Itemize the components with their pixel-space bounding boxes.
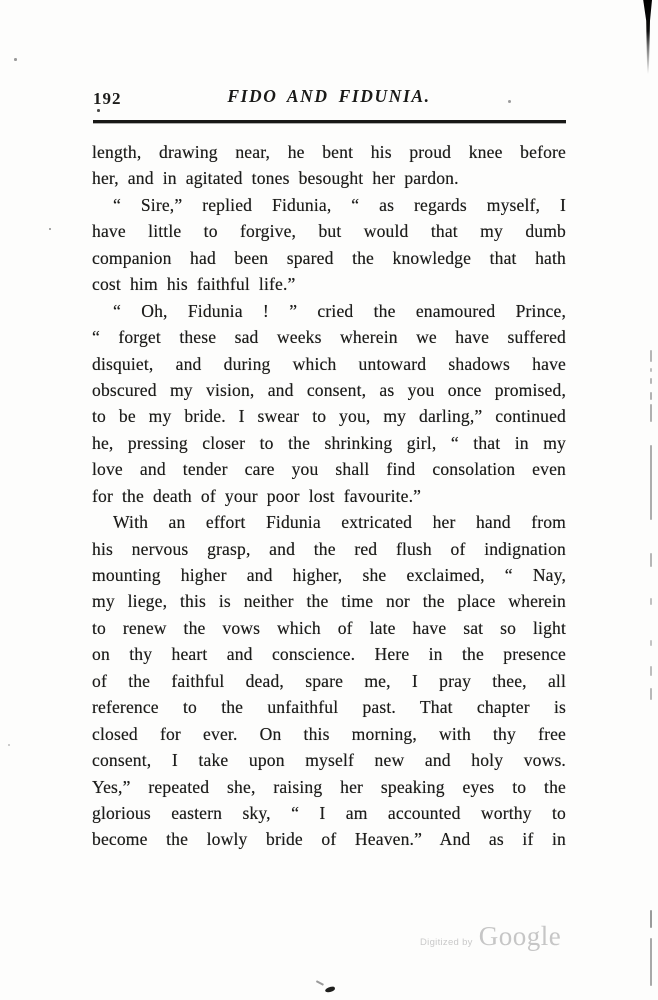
scan-artifact-bottom xyxy=(316,980,324,985)
scan-edge-dash xyxy=(650,910,652,928)
text-line: mounting higher and higher, she exclaimed, “ Nay, xyxy=(92,565,566,585)
scan-artifact-top-right xyxy=(642,0,652,74)
scan-edge-dash xyxy=(650,640,652,646)
scan-speck xyxy=(49,228,51,230)
text-line: for the death of your poor lost favourite.” xyxy=(92,485,422,506)
text-line: love and tender care you shall find consolation even xyxy=(92,459,566,480)
scan-edge-dash xyxy=(650,598,652,605)
text-line: her, and in agitated tones besought her pardon. xyxy=(92,168,459,189)
scan-edge-dash xyxy=(650,404,652,422)
text-line: closed for ever. On this morning, with thy free xyxy=(92,723,566,744)
scan-edge-dash xyxy=(650,378,652,384)
text-line: companion had been spared the knowledge that hath xyxy=(92,247,566,268)
text-line: disquiet, and during which untoward shadows have xyxy=(92,353,566,374)
page-body xyxy=(92,139,566,853)
scan-speck xyxy=(508,100,511,103)
header-rule xyxy=(93,120,566,123)
scan-edge-dash xyxy=(650,553,652,567)
text-line: on thy heart and conscience. Here in the presence xyxy=(92,644,566,665)
text-line: obscured my vision, and consent, as you once promised, xyxy=(92,379,566,400)
scan-artifact-bottom xyxy=(325,986,336,993)
text-line: Yes,” repeated she, raising her speaking eyes to the xyxy=(92,776,566,797)
scan-edge-dash xyxy=(650,368,652,372)
text-line: cost him his faithful life.” xyxy=(92,274,296,295)
text-line: “ Oh, Fidunia ! ” cried the enamoured Prince, xyxy=(113,300,566,321)
text-line: his nervous grasp, and the red flush of indignation xyxy=(92,538,566,559)
text-line: my liege, this is neither the time nor the place wherein xyxy=(92,591,566,612)
text-line: glorious eastern sky, “ I am accounted worthy to xyxy=(92,802,566,823)
text-line: have little to forgive, but would that my dumb xyxy=(92,221,566,242)
text-line: to be my bride. I swear to you, my darling,” continued xyxy=(92,406,566,427)
text-line: to renew the vows which of late have sat so light xyxy=(92,617,566,638)
text-line: With an effort Fidunia extricated her hand from xyxy=(113,512,566,533)
scan-edge-dash xyxy=(650,666,652,676)
scan-edge-dash xyxy=(650,392,652,400)
text-line: reference to the unfaithful past. That chapter is xyxy=(92,697,566,718)
text-line: “ Sire,” replied Fidunia, “ as regards myself, I xyxy=(113,194,566,215)
text-line: become the lowly bride of Heaven.” And as if in xyxy=(92,829,566,850)
page-number: 192 xyxy=(93,89,122,108)
scan-edge-dash xyxy=(650,688,652,700)
scan-edge-dash xyxy=(650,938,652,986)
text-line: “ forget these sad weeks wherein we have suffered xyxy=(92,327,566,348)
scan-speck xyxy=(14,58,17,61)
scan-speck xyxy=(97,109,100,112)
digitized-watermark xyxy=(420,921,561,952)
text-line: of the faithful dead, spare me, I pray thee, all xyxy=(92,670,566,691)
scan-edge-dash xyxy=(650,350,652,362)
running-title: FIDO AND FIDUNIA. xyxy=(227,86,431,106)
text-line: he, pressing closer to the shrinking girl, “ that in my xyxy=(92,432,566,453)
text-line: consent, I take upon myself new and holy vows. xyxy=(92,750,566,771)
digitized-by-label: Digitized by xyxy=(420,937,473,948)
scan-edge-dash xyxy=(650,445,652,520)
google-logo: Google xyxy=(478,921,562,951)
text-line: length, drawing near, he bent his proud knee before xyxy=(92,142,566,162)
scan-speck xyxy=(8,744,10,746)
